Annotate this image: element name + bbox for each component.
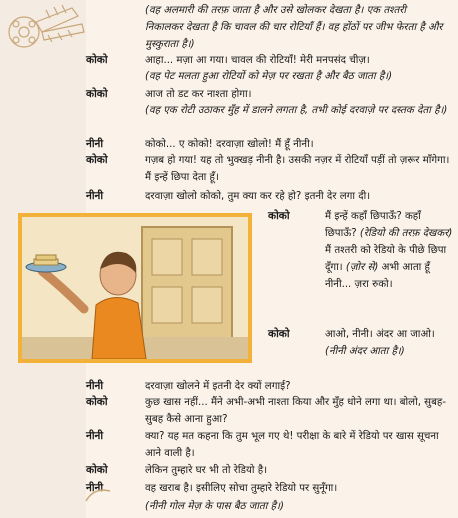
stage-direction: (नीनी अंदर आता है।) [325, 346, 405, 357]
dialogue-text: मैं इन्हें कहाँ छिपाऊँ? कहाँ छिपाऊँ? [325, 211, 421, 239]
dialogue-line: आहा... मज़ा आ गया। चावल की रोटियाँ! मेरी मनपसंद चीज़। [145, 55, 370, 66]
dialogue-text: आओ, नीनी। अंदर आ जाओ। [325, 329, 435, 340]
dialogue-line: गज़ब हो गया! यह तो भुक्खड़ नीनी है। उसकी नज़र में रोटियाँ पड़ीं तो ज़रूर माँगेगा। मैं इन्हें छिपा देता हूँ। [145, 155, 450, 183]
dialogue-text: मैं तश्तरी को रेडियो के पीछे छिपा दूँगा। [325, 245, 447, 273]
dialogue-line: आज तो डट कर नाश्ता होगा। [145, 89, 252, 100]
speaker-name: नीनी [86, 190, 104, 202]
speaker-name: कोको [268, 210, 290, 222]
stage-direction: (रेडियो की तरफ़ देखकर) [359, 228, 453, 239]
dialogue-line: कोको... ए कोको! दरवाज़ा खोलो! मैं हूँ नीनी। [145, 139, 314, 150]
dialogue-line: वह खराब है। इसीलिए सोचा तुम्हारे रेडियो पर सुनूँगा। [145, 483, 338, 494]
speaker-name: नीनी [86, 380, 104, 392]
speaker-name: कोको [268, 328, 290, 340]
speaker-name: कोको [86, 88, 108, 100]
speaker-name: कोको [86, 154, 108, 166]
speaker-name: नीनी [86, 482, 104, 494]
dialogue-line [325, 208, 455, 293]
dialogue-line: दरवाज़ा खोलने में इतनी देर क्यों लगाई? [145, 381, 291, 392]
illustration-boy-hiding-plate [18, 213, 252, 363]
dialogue-line [325, 326, 455, 360]
stage-direction: (नीनी गोल मेज़ के पास बैठ जाता है।) [145, 501, 284, 512]
dialogue-line: दरवाज़ा खोलो कोको, तुम क्या कर रहे हो? इतनी देर लगा दी। [145, 191, 371, 202]
speaker-name: कोको [86, 464, 108, 476]
speaker-name: कोको [86, 54, 108, 66]
speaker-name: नीनी [86, 430, 104, 442]
decorative-scroll [84, 485, 114, 505]
speaker-name: नीनी [86, 138, 104, 150]
stage-direction: (वह अलमारी की तरफ़ जाता है और उसे खोलकर देखता है। एक तश्तरी निकालकर देखता है कि चावल की चार रोटियाँ हैं। वह होंठों पर जीभ फेरता है और मुस्कुराता है।) [145, 5, 443, 50]
speaker-name: कोको [86, 396, 108, 408]
dialogue-line: कुछ खास नहीं... मैंने अभी-अभी नाश्ता किया और मुँह धोने लगा था। बोलो, सुबह-सुबह कैसे आना हुआ? [145, 397, 446, 425]
dialogue-line: लेकिन तुम्हारे घर भी तो रेडियो है। [145, 465, 268, 476]
stage-direction: (ज़ोर से) [345, 262, 379, 273]
dialogue-line: क्या? यह मत कहना कि तुम भूल गए थे! परीक्षा के बारे में रेडियो पर खास सूचना आने वाली है। [145, 431, 439, 459]
stage-direction: (वह एक रोटी उठाकर मुँह में डालने लगता है, तभी कोई दरवाज़े पर दस्तक देता है।) [145, 105, 448, 116]
stage-direction: (वह पेट मलता हुआ रोटियों को मेज़ पर रखता है और बैठ जाता है।) [145, 71, 393, 82]
dialogue-text: अभी आता हूँ नीनी... ज़रा रुको। [325, 262, 430, 290]
